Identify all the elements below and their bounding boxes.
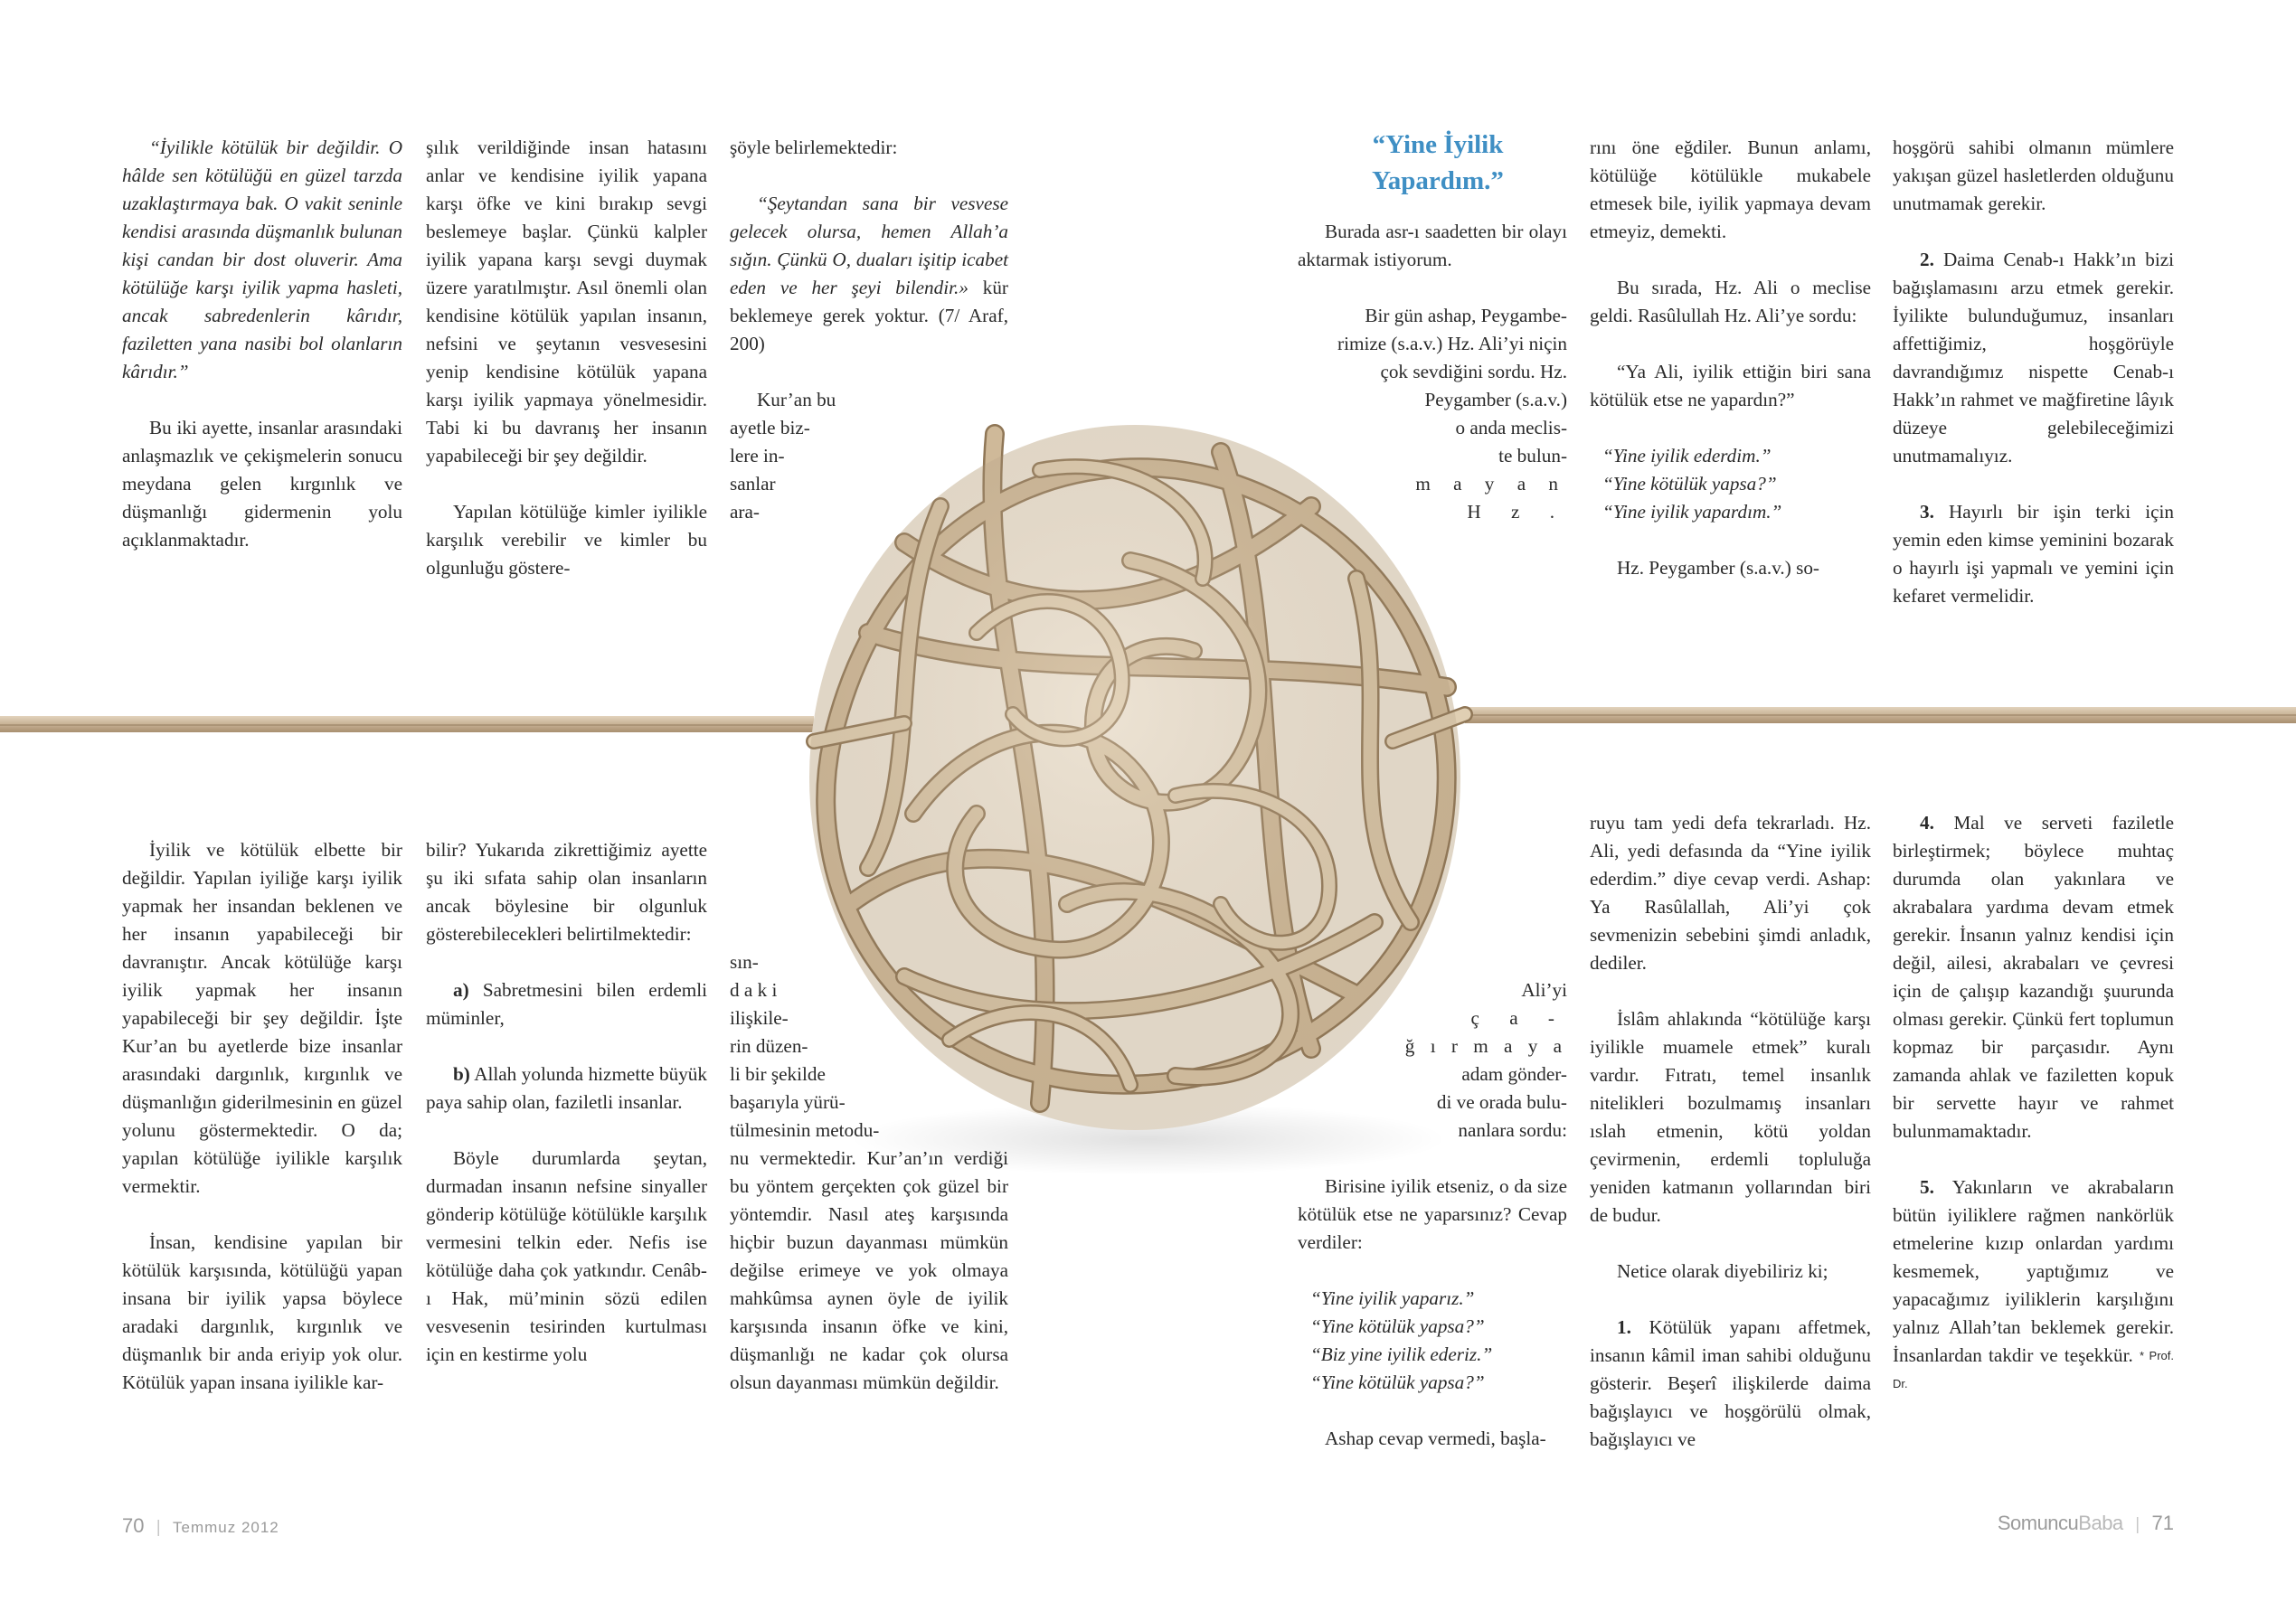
line: adam gönder- xyxy=(1461,1063,1567,1085)
section-heading: “Yine İyilik Yapardım.” xyxy=(1372,130,1504,195)
dialogue-block xyxy=(1298,1285,1567,1397)
line: ğ ı r m a y a xyxy=(1404,1035,1567,1057)
paragraph: Netice olarak diyebiliriz ki; xyxy=(1617,1260,1828,1282)
left-bottom-col1 xyxy=(122,836,402,1397)
paragraph: Ashap cevap vermedi, başla- xyxy=(1325,1428,1546,1449)
line: Bir gün ashap, Peygambe- xyxy=(1365,305,1567,326)
line: başarıyla yürü- xyxy=(730,1091,846,1113)
item-number: 2. xyxy=(1920,249,1934,270)
dialogue-line: “Yine iyilik yapardım.” xyxy=(1602,501,1782,523)
left-top-col1 xyxy=(122,134,402,554)
right-bottom-col3 xyxy=(1893,809,2174,1398)
line: Ali’yi xyxy=(1521,979,1567,1001)
paragraph: nu vermektedir. Kur’an’ın verdiği bu yöntem gerçekten çok güzel bir yöntemdir. Nasıl ateş karşısında hiçbir buzun dayanması mümkün değilse erimeye ve yok olmaya mahkûmsa aynen öyle de iyilik karşısında insanın öfke ve kini, düşmanlığı ne kadar çok olursa olsun dayanması mümkün değildir. xyxy=(730,1147,1008,1393)
left-bottom-col3 xyxy=(730,948,1008,1397)
line: di ve orada bulu- xyxy=(1436,1091,1567,1113)
item-number: 5. xyxy=(1920,1176,1934,1198)
left-top-col3 xyxy=(730,134,1008,526)
paragraph-wrapped xyxy=(730,386,1008,526)
line: lere in- xyxy=(730,445,785,466)
paragraph: Yapılan kötülüğe kimler iyilikle karşılık verebilir ve kimler bu olgunluğu göstere- xyxy=(426,501,707,579)
paragraph-wrapped xyxy=(1298,976,1567,1145)
line: sın- xyxy=(730,951,759,973)
paragraph: İyilik ve kötülük elbette bir değildir. Yapılan iyiliğe karşı iyilik yapmak her insandan beklenen ve her insanın yapabileceği bir davranıştır. Ancak kötülüğe karşı iyilik yapmak her insanın yapabileceği bir şey değildir. İşte Kur’an bu ayetlerde bize insanlar arasındaki dargınlık, kırgınlık ve düşmanlığın giderilmesinin en güzel yolunu göstermektedir. O da; yapılan kötülüğe iyilikle karşılık vermektir. xyxy=(122,839,402,1197)
dialogue-line: “Biz yine iyilik ederiz.” xyxy=(1310,1343,1493,1365)
numbered-item-3: 3. Hayırlı bir işin terki için yemin eden kimse yeminini bozarak o hayırlı işi yapmalı ve yemini için kefaret vermelidir. xyxy=(1893,501,2174,607)
line: ara- xyxy=(730,501,760,523)
paragraph: İslâm ahlakında “kötülüğe karşı iyilikle muamele etmek” kuralı vardır. Fıtratı, temel insanlık nitelikleri bozulmamış insanları ıslah etmenin, kötü yoldan çevirmenin, erdemli topluluğa yeniden katmanın yollarından biri de budur. xyxy=(1590,1008,1871,1226)
folio-divider: | xyxy=(156,1518,161,1537)
left-folio xyxy=(122,1514,279,1538)
line: ç a - xyxy=(1470,1007,1567,1029)
numbered-item-5: 5. Yakınların ve akrabaların bütün iyiliklere rağmen nankörlük etmelerine kızıp onlardan yardımı kesmemek, yaptığımız ve yapacağımız iyiliklerin karşılığını yalnız Allah’tan beklemek gerekir. İnsanlardan takdir ve teşekkür. $^{* Prof. Dr.}$ xyxy=(1893,1176,2174,1390)
list-item-a: a) Sabretmesini bilen erdemli müminler, xyxy=(426,979,707,1029)
paragraph: Birisine iyilik etseniz, o da size kötülük etse ne yaparsınız? Cevap verdiler: xyxy=(1298,1175,1567,1253)
line: ilişkile- xyxy=(730,1007,789,1029)
line: ayetle biz- xyxy=(730,417,810,438)
numbered-item-1: 1. Kötülük yapanı affetmek, insanın kâmil iman sahibi olduğunu gösterir. Beşerî ilişkilerde daima bağışlayıcı ve hoşgörülü olmak, bağışlayıcı ve xyxy=(1590,1316,1871,1450)
dialogue-line: “Yine iyilik ederdim.” xyxy=(1602,445,1772,466)
dialogue-line: “Yine kötülük yapsa?” xyxy=(1602,473,1777,495)
list-label: b) xyxy=(453,1063,470,1085)
paragraph: bilir? Yukarıda zikrettiğimiz ayette şu iki sıfata sahip olan insanların ancak böylesine bir olgunluk gösterebilecekleri belirtilmektedir: xyxy=(426,839,707,945)
paragraph: Burada asr-ı saadetten bir olayı aktarmak istiyorum. xyxy=(1298,221,1567,270)
author-footnote: * Prof. Dr. xyxy=(1893,1349,2174,1390)
ayah-reference: kür beklemeye gerek yoktur. (7/ Araf, 200) xyxy=(730,277,1008,354)
right-top-col2 xyxy=(1590,134,1871,582)
ayah-quote: “İyilikle kötülük bir değildir. O hâlde sen kötülüğü en güzel tarzda uzaklaştırmaya bak. O vakit seninle kendisi arasında düşmanlık bulunan kişi candan bir dost oluverir. Ama kötülüğe karşı iyilik yapma hasleti, ancak sabredenlerin kârıdır, faziletten yana nasibi bol olanların kârıdır.” xyxy=(122,137,402,382)
paragraph: şöyle belirlemektedir: xyxy=(730,137,898,158)
line: d a k i xyxy=(730,979,778,1001)
page-number: 71 xyxy=(2151,1512,2174,1534)
dialogue-block xyxy=(1590,442,1871,526)
right-top-col3 xyxy=(1893,134,2174,610)
right-bottom-col2 xyxy=(1590,809,1871,1454)
left-bottom-col2 xyxy=(426,836,707,1369)
line: nanlara sordu: xyxy=(1458,1119,1567,1141)
paragraph: Bu iki ayette, insanlar arasındaki anlaşmazlık ve çekişmelerin sonucu meydana gelen kırgınlık ve düşmanlığı gidermenin yolu açıklanmaktadır. xyxy=(122,417,402,551)
folio-divider: | xyxy=(2135,1515,2140,1534)
line: rin düzen- xyxy=(730,1035,808,1057)
dialogue-line: “Yine kötülük yapsa?” xyxy=(1310,1315,1485,1337)
line: çok sevdiğini sordu. Hz. xyxy=(1380,361,1567,382)
line: tülmesinin metodu- xyxy=(730,1119,880,1141)
line: rimize (s.a.v.) Hz. Ali’yi niçin xyxy=(1337,333,1567,354)
item-number: 3. xyxy=(1920,501,1934,523)
list-item-b: b) Allah yolunda hizmette büyük paya sahip olan, faziletli insanlar. xyxy=(426,1063,707,1113)
dialogue-line: “Yine kötülük yapsa?” xyxy=(1310,1371,1485,1393)
right-bottom-col1 xyxy=(1298,976,1567,1453)
item-number: 1. xyxy=(1617,1316,1631,1338)
right-folio xyxy=(1998,1512,2174,1535)
line: H z . xyxy=(1467,501,1567,523)
numbered-item-4: 4. Mal ve serveti faziletle birleştirmek; böylece muhtaç durumda olan yakınlara ve akrabalara yardıma devam etmek gerekir. İnsanın yalnız kendisi için değil, ailesi, akrabaları ve çevresi için de çalışıp kazandığı şuurunda olması gerekir. Çünkü fert toplumun kopmaz bir parçasıdır. Aynı zamanda ahlak ve faziletten kopuk bir servette hayır ve rahmet bulunmamaktadır. xyxy=(1893,812,2174,1142)
item-number: 4. xyxy=(1920,812,1934,834)
paragraph: ruyu tam yedi defa tekrarladı. Hz. Ali, yedi defasında da “Yine iyilik ederdim.” diye cevap verdi. Ashap: Ya Rasûlallah, Ali’yi çok sevmenizin sebebini şimdi anladık, dediler. xyxy=(1590,812,1871,974)
line: te bulun- xyxy=(1498,445,1567,466)
page-number: 70 xyxy=(122,1514,145,1537)
paragraph: İnsan, kendisine yapılan bir kötülük karşısında, kötülüğü yapan insana bir iyilik yapsa böylece aradaki dargınlık, kırgınlık ve düşmanlık bir anda eriyip yok olur. Kötülük yapan insana iyilikle kar- xyxy=(122,1231,402,1393)
paragraph: Böyle durumlarda şeytan, durmadan insanın nefsine sinyaller gönderip kötülüğe kötülükle karşılık vermesini telkin eder. Nefis ise kötülüğe daha çok yatkındır. Cenâb-ı Hak, mü’minin sözü edilen vesvesenin tesirinden kurtulması için en kestirme yolu xyxy=(426,1147,707,1365)
left-top-col2 xyxy=(426,134,707,582)
magazine-logo: SomuncuBaba xyxy=(1997,1512,2123,1534)
line: sanlar xyxy=(730,473,776,495)
line: o anda meclis- xyxy=(1455,417,1567,438)
paragraph: hoşgörü sahibi olmanın mümlere yakışan güzel hasletlerden olduğunu unutmamak gerekir. xyxy=(1893,137,2174,214)
dialogue-line: “Yine iyilik yaparız.” xyxy=(1310,1287,1475,1309)
paragraph xyxy=(730,190,1008,358)
line: Peygamber (s.a.v.) xyxy=(1424,389,1567,410)
right-top-col1 xyxy=(1298,218,1567,526)
paragraph: rını öne eğdiler. Bunun anlamı, kötülüğe kötülükle mukabele etmesek bile, iyilik yapmaya devam etmeyiz, demekti. xyxy=(1590,137,1871,242)
paragraph-wrapped xyxy=(1298,302,1567,526)
numbered-item-2: 2. Daima Cenab-ı Hakk’ın bizi bağışlamasını arzu etmek gerekir. İyilikte bulunduğumuz, insanları affettiğimiz, hoşgörüyle davrandığımız nispette Cenab-ı Hakk’ın rahmet ve mağfiretine lâyık düzeye gelebileceğimizi unutmamalıyız. xyxy=(1893,249,2174,466)
paragraph: şılık verildiğinde insan hatasını anlar ve kendisine iyilik yapana karşı öfke ve kini bırakıp sevgi beslemeye başlar. Çünkü kalpler iyilik yapana karşı sevgi duymak üzere yaratılmıştır. Asıl önemli olan kendisine kötülük yapılan insanın, nefsini ve şeytanın vesvesesini yenip kendisine kötülük yapana karşı iyilik yapmaya yönelmesidir. Tabi ki bu davranış her insanın yapabileceği bir şey değildir. xyxy=(426,137,707,466)
list-label: a) xyxy=(453,979,469,1001)
line: m a y a n xyxy=(1415,473,1567,495)
paragraph: Hz. Peygamber (s.a.v.) so- xyxy=(1617,557,1819,579)
ayah-quote: “Şeytandan sana bir vesvese gelecek olursa, hemen Allah’a sığın. Çünkü O, duaları işitip icabet eden ve her şeyi bilendir.» xyxy=(730,193,1008,298)
dialogue-quote: “Ya Ali, iyilik ettiğin biri sana kötülük etse ne yapardın?” xyxy=(1590,361,1871,410)
paragraph: Bu sırada, Hz. Ali o meclise geldi. Rasûlullah Hz. Ali’ye sordu: xyxy=(1590,277,1871,326)
line: Kur’an bu xyxy=(757,389,836,410)
line: li bir şekilde xyxy=(730,1063,826,1085)
issue-date: Temmuz 2012 xyxy=(172,1519,279,1536)
